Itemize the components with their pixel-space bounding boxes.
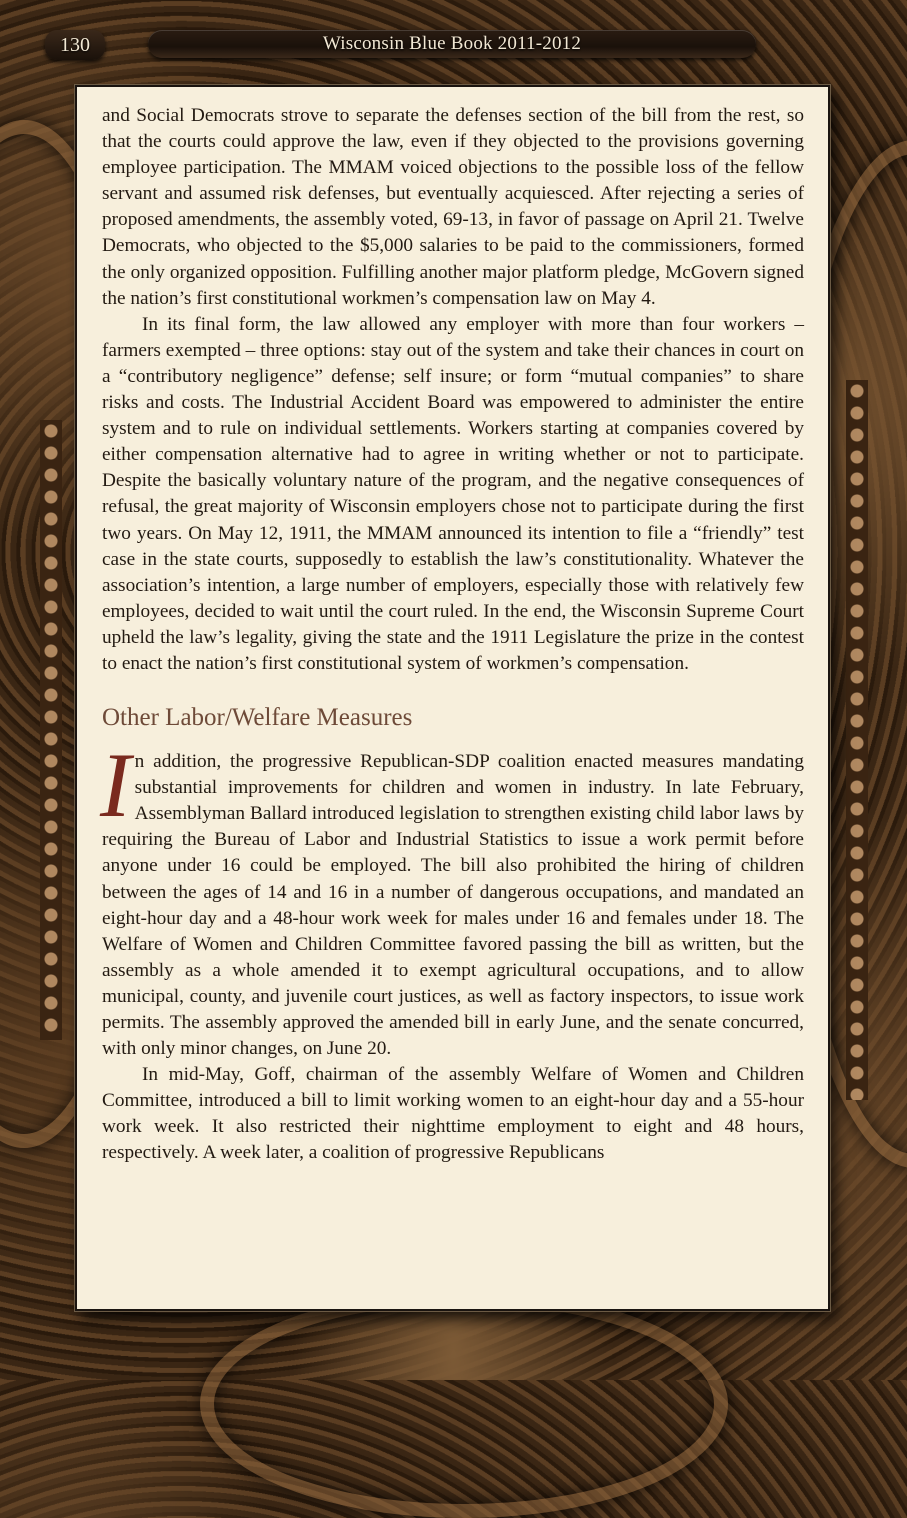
book-title: Wisconsin Blue Book 2011-2012: [322, 33, 582, 54]
paragraph: and Social Democrats strove to separate the defenses section of the bill from the rest, so that the courts could approve the law, even if they objected to the provisions governing employee participation. The MMAM voiced objections to the possible loss of the fellow servant and assumed risk defenses, but eventually acquiesced. After rejecting a series of proposed amendments, the assembly voted, 69-13, in favor of passage on April 21. Twelve Democrats, who objected to the $5,000 salaries to be paid to the commissioners, formed the only organized opposition. Fulfilling another major platform pledge, McGovern signed the nation’s first constitutional workmen’s compensation law on May 4.: [102, 105, 804, 309]
paragraph: In mid-May, Goff, chairman of the assembly Welfare of Women and Children Committee, introduced a bill to limit working women to an eight-hour day and a 55-hour work week. It also restricted their nighttime employment to eight and 48 hours, respectively. A week later, a coalition of progressive Republicans: [102, 1064, 804, 1164]
article-body: [102, 103, 804, 1167]
paragraph-with-dropcap: [100, 734, 804, 1062]
text-panel: [75, 85, 830, 1311]
drop-cap-letter: I: [100, 734, 131, 837]
paragraph: In its final form, the law allowed any employer with more than four workers – farmers exempted – three options: stay out of the system and take their chances in court on a “contributory negligence” defense; self insure; or form “mutual companies” to share risks and costs. The Industrial Accident Board was empowered to administer the entire system and to rule on individual settlements. Workers starting at companies covered by either compensation alternative had to agree in writing whether or not to participate. Despite the basically voluntary nature of the program, and the negative consequences of refusal, the great majority of Wisconsin employers chose not to participate during the first two years. On May 12, 1911, the MMAM announced its intention to file a “friendly” test case in the state courts, supposedly to establish the law’s constitutionality. Whatever the association’s intention, a large number of employers, especially those with relatively few employees, decided to wait until the court ruled. In the end, the Wisconsin Supreme Court upheld the law’s legality, giving the state and the 1911 Legislature the prize in the contest to enact the nation’s first constitutional system of workmen’s compensation.: [102, 313, 804, 674]
paragraph-text: n addition, the progressive Republican-SDP coalition enacted measures mandating substantial improvements for children and women in industry. In late February, Assemblyman Ballard introduced legislation to strengthen existing child labor laws by requiring the Bureau of Labor and Industrial Statistics to issue a work permit before anyone under 16 could be employed. The bill also prohibited the hiring of children between the ages of 14 and 16 in a number of dangerous occupations, and mandated an eight-hour day and a 48-hour work week for males under 16 and females under 18. The Welfare of Women and Children Committee favored passing the bill as written, but the assembly as a whole amended it to exempt agricultural occupations, and to allow municipal, county, and juvenile court justices, as well as factory inspectors, to issue work permits. The assembly approved the amended bill in early June, and the senate concurred, with only minor changes, on June 20.: [102, 751, 804, 1060]
decorative-bead-column-left: [40, 420, 62, 1040]
decorative-carving-ring-bottom: [200, 1290, 728, 1518]
page-number: 130: [45, 30, 105, 60]
running-header: [148, 30, 756, 58]
section-heading: Other Labor/Welfare Measures: [102, 704, 413, 732]
decorative-bead-column-right: [846, 380, 868, 1100]
